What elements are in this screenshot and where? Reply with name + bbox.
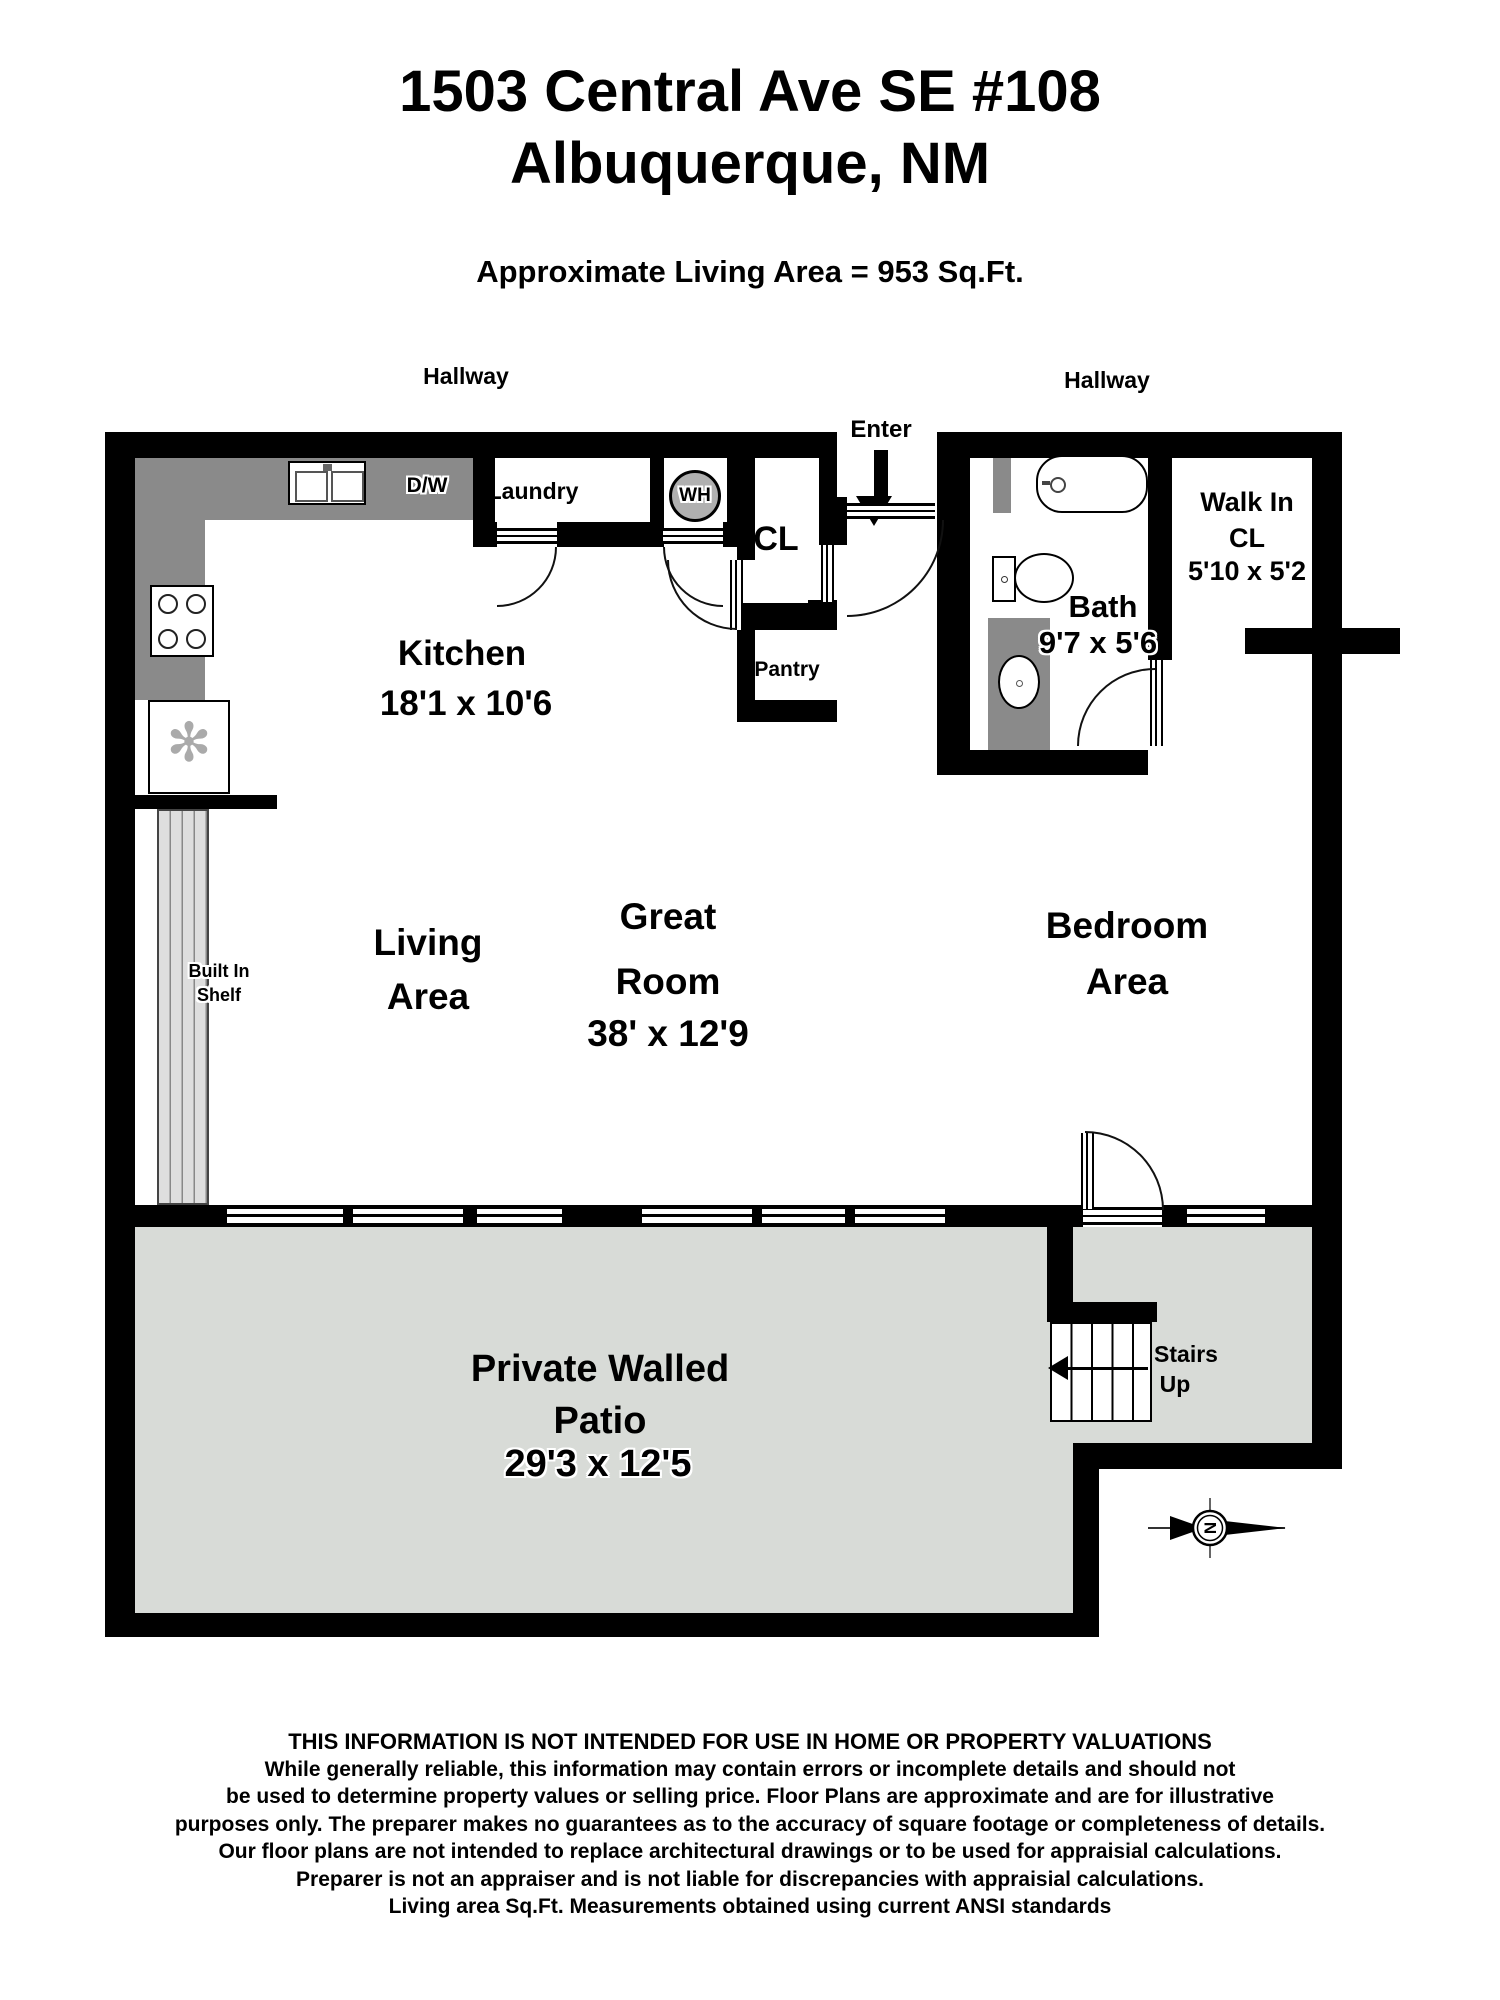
- laundry-label: Laundry: [487, 478, 579, 504]
- wall: [105, 432, 820, 458]
- built-in-shelf-label: Built In: [188, 961, 250, 981]
- wall: [1312, 432, 1342, 1469]
- laundry-door: [497, 528, 557, 544]
- window: [762, 1205, 845, 1227]
- disclaimer-line: Our floor plans are not intended to replace architectural drawings or to be used for appraisial calculations.: [218, 1840, 1282, 1863]
- walkin-closet-label: Walk In: [1200, 487, 1294, 517]
- hallway-label-left: Hallway: [423, 363, 509, 389]
- wall: [937, 432, 970, 775]
- wall: [965, 750, 1148, 775]
- living-area-note: Approximate Living Area = 953 Sq.Ft.: [476, 254, 1024, 289]
- wall: [737, 700, 837, 722]
- great-room-dims: 38' x 12'9: [587, 1013, 749, 1054]
- page-title: 1503 Central Ave SE #108: [399, 59, 1101, 124]
- water-heater-label: WH: [679, 485, 711, 506]
- bedroom-area-label2: Area: [1085, 961, 1169, 1002]
- stairs-label: Stairs: [1154, 1341, 1218, 1367]
- page-title-city: Albuquerque, NM: [509, 131, 991, 196]
- kitchen-sink: [288, 461, 366, 505]
- compass-north-letter: N: [1200, 1521, 1220, 1535]
- wall: [737, 603, 837, 630]
- wall: [1265, 1205, 1342, 1227]
- living-area-label: Living: [373, 922, 483, 963]
- compass-icon: [1140, 1492, 1290, 1564]
- wall: [1245, 628, 1342, 654]
- patio-label: Private Walled: [470, 1348, 730, 1390]
- bath-label: Bath: [1068, 589, 1138, 624]
- wall: [1073, 1443, 1099, 1637]
- toilet-tank: [992, 556, 1016, 602]
- door-swing-arc: [667, 560, 737, 630]
- great-room-label2: Room: [615, 961, 721, 1002]
- wall: [343, 1205, 353, 1227]
- water-heater: [669, 470, 721, 522]
- dishwasher-label: D/W: [406, 474, 448, 497]
- wall: [105, 1205, 227, 1227]
- kitchen-dims: 18'1 x 10'6: [379, 684, 553, 723]
- walkin-closet-dims: 5'10 x 5'2: [1188, 556, 1306, 586]
- wall: [135, 795, 277, 809]
- wall: [105, 432, 135, 1637]
- pantry-label: Pantry: [754, 658, 820, 681]
- disclaimer-line: purposes only. The preparer makes no guarantees as to the accuracy of square footage or completeness of details.: [174, 1812, 1326, 1836]
- built-in-shelf: [157, 809, 209, 1205]
- window: [855, 1205, 945, 1227]
- living-area-label2: Area: [386, 976, 470, 1017]
- disclaimer-line: While generally reliable, this information may contain errors or incomplete details and should not: [264, 1757, 1236, 1781]
- wall: [937, 432, 1342, 458]
- window: [477, 1205, 562, 1227]
- disclaimer-line: Living area Sq.Ft. Measurements obtained using current ANSI standards: [388, 1895, 1112, 1918]
- wall: [819, 497, 847, 545]
- wall: [557, 522, 663, 547]
- wall: [463, 1205, 477, 1227]
- door-swing-arc: [847, 520, 944, 617]
- enter-arrow-shaft: [874, 450, 888, 496]
- closet-door: [821, 545, 834, 602]
- enter-label: Enter: [850, 416, 912, 443]
- bathtub: [1036, 455, 1148, 513]
- disclaimer-line: Preparer is not an appraiser and is not liable for discrepancies with appraisial calculations.: [296, 1867, 1204, 1891]
- door-swing-arc: [497, 547, 557, 607]
- wall: [1047, 1302, 1157, 1322]
- disclaimer: [0, 1728, 1500, 1921]
- great-room-label: Great: [619, 896, 717, 937]
- kitchen-label: Kitchen: [397, 634, 527, 673]
- vanity-sink: [998, 655, 1040, 709]
- door-swing-arc: [1077, 668, 1155, 746]
- window: [1187, 1205, 1265, 1227]
- wall: [1073, 1443, 1342, 1469]
- window: [353, 1205, 463, 1227]
- refrigerator: [148, 700, 230, 794]
- wall: [723, 522, 755, 547]
- wall: [562, 1205, 642, 1227]
- bedroom-area-label: Bedroom: [1045, 905, 1209, 946]
- walkin-closet-label2: CL: [1229, 523, 1265, 553]
- wall: [105, 1613, 1099, 1637]
- disclaimer-line: be used to determine property values or selling price. Floor Plans are approximate and are for illustrative: [226, 1785, 1274, 1808]
- bath-niche: [993, 455, 1011, 513]
- wall: [945, 1205, 1083, 1227]
- wall: [1342, 628, 1400, 654]
- wall: [473, 522, 497, 547]
- water-heater-door: [663, 528, 723, 544]
- patio-dims: 29'3 x 12'5: [504, 1443, 692, 1485]
- toilet-bowl: [1014, 553, 1074, 603]
- door-swing-arc: [1085, 1131, 1164, 1210]
- window: [642, 1205, 752, 1227]
- stove: [150, 585, 214, 657]
- wall: [1162, 1205, 1187, 1227]
- fan-icon: ✻: [166, 713, 212, 773]
- stairs-direction-line: [1064, 1367, 1148, 1370]
- bath-dims: 9'7 x 5'6: [1038, 625, 1158, 660]
- closet-label: CL: [753, 520, 799, 558]
- entry-door: [847, 503, 935, 519]
- patio-label2: Patio: [553, 1400, 647, 1442]
- hallway-label-right: Hallway: [1064, 367, 1150, 393]
- built-in-shelf-label2: Shelf: [196, 985, 242, 1005]
- wall: [752, 1205, 762, 1227]
- window: [227, 1205, 343, 1227]
- disclaimer-line: THIS INFORMATION IS NOT INTENDED FOR USE IN HOME OR PROPERTY VALUATIONS: [288, 1729, 1212, 1754]
- stairs-arrow-icon: [1048, 1356, 1068, 1380]
- stairs-label2: Up: [1159, 1371, 1191, 1397]
- wall: [845, 1205, 855, 1227]
